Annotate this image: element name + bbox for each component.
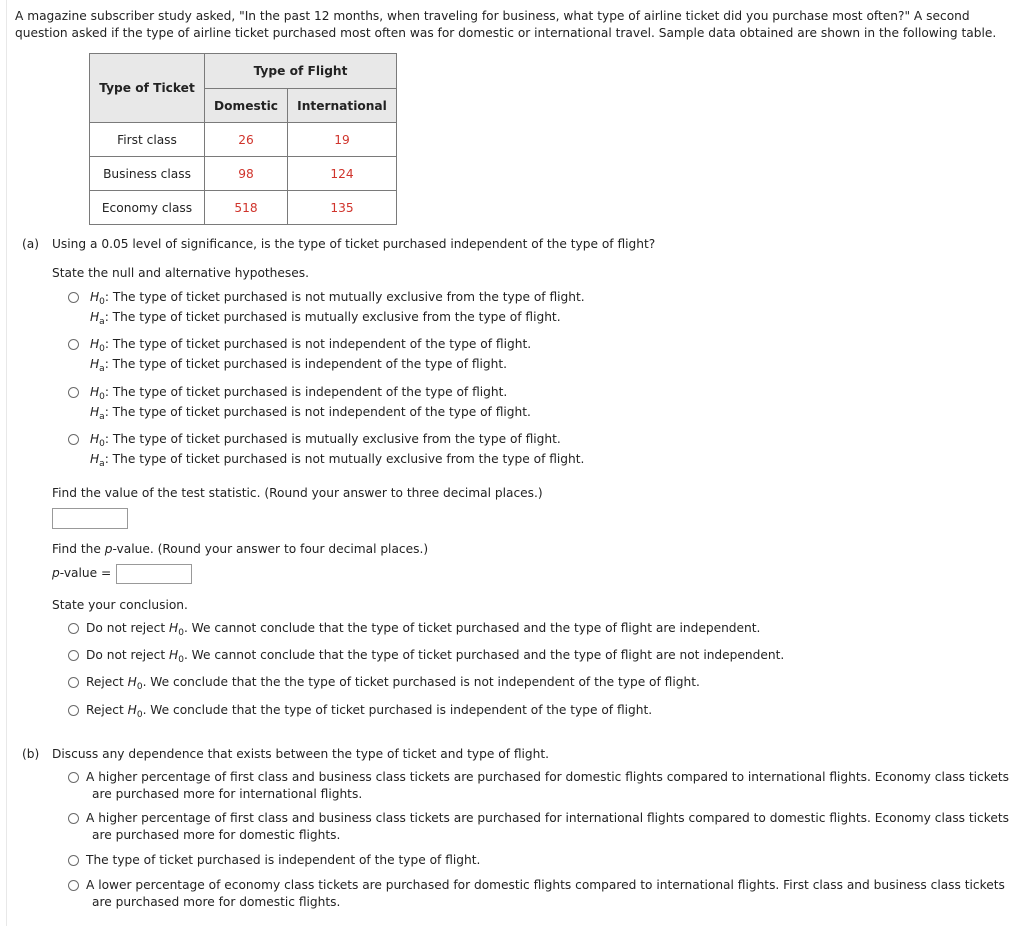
part-a-question: Using a 0.05 level of significance, is the type of ticket purchased independent of the type of flight? [52,237,656,251]
part-a-label: (a) [22,237,39,251]
col-header-domestic: Domestic [205,89,288,123]
dependence-option-cont: are purchased more for domestic flights. [92,895,341,909]
hypothesis-h0: $H_0$: The type of ticket purchased is mutually exclusive from the type of flight. [90,432,561,449]
col-group-header: Type of Flight [205,54,397,89]
pvalue-input[interactable] [116,564,192,584]
hypothesis-h0: $H_0$: The type of ticket purchased is independent of the type of flight. [90,385,508,402]
conclusion-option: Reject $H_0$. We conclude that the the type of ticket purchased is not independent of the type of flight. [86,675,700,692]
hypothesis-ha: $H_a$: The type of ticket purchased is not independent of the type of flight. [90,405,531,422]
dependence-option-cont: are purchased more for international flights. [92,787,363,801]
dependence-option-cont: are purchased more for domestic flights. [92,828,341,842]
hypothesis-radio-4[interactable] [68,434,79,445]
table-row [90,123,397,157]
row-label: Economy class [90,191,205,225]
dependence-option: The type of ticket purchased is independent of the type of flight. [86,853,481,867]
dependence-radio-4[interactable] [68,880,79,891]
data-table [89,53,397,225]
hypothesis-ha: $H_a$: The type of ticket purchased is not mutually exclusive from the type of flight. [90,452,585,469]
hypothesis-radio-1[interactable] [68,292,79,303]
row-label: First class [90,123,205,157]
cell-international: 135 [288,191,397,225]
hypotheses-prompt: State the null and alternative hypotheses. [52,266,309,280]
conclusion-option: Do not reject $H_0$. We cannot conclude that the type of ticket purchased and the type of flight are not independent. [86,648,785,665]
pvalue-prompt: Find the p-value. (Round your answer to four decimal places.) [52,542,429,556]
conclusion-option: Do not reject $H_0$. We cannot conclude that the type of ticket purchased and the type of flight are independent. [86,621,761,638]
table-row [90,191,397,225]
conclusion-option: Reject $H_0$. We conclude that the type of ticket purchased is independent of the type of flight. [86,703,653,720]
problem-intro: A magazine subscriber study asked, "In the past 12 months, when traveling for business, what type of airline ticket did you purchase most often?" A second question asked if the type of airline ticket purchased most often was for domestic or international travel. Sample data obtained are shown in the following table. [15,9,997,40]
part-b-label: (b) [22,747,40,761]
cell-international: 124 [288,157,397,191]
hypothesis-radio-2[interactable] [68,339,79,350]
row-header: Type of Ticket [90,54,205,123]
col-header-international: International [288,89,397,123]
dependence-option: A higher percentage of first class and business class tickets are purchased for international flights compared to domestic flights. Economy class tickets [86,811,1010,825]
conclusion-radio-2[interactable] [68,650,79,661]
hypothesis-h0: $H_0$: The type of ticket purchased is not mutually exclusive from the type of flight. [90,290,585,307]
hypothesis-h0: $H_0$: The type of ticket purchased is not independent of the type of flight. [90,337,532,354]
part-b-question: Discuss any dependence that exists between the type of ticket and type of flight. [52,747,549,761]
dependence-option: A higher percentage of first class and business class tickets are purchased for domestic flights compared to international flights. Economy class tickets [86,770,1010,784]
cell-domestic: 26 [205,123,288,157]
conclusion-radio-4[interactable] [68,705,79,716]
test-stat-prompt: Find the value of the test statistic. (Round your answer to three decimal places.) [52,486,543,500]
test-stat-input[interactable] [52,508,128,529]
hypothesis-radio-3[interactable] [68,387,79,398]
conclusion-radio-1[interactable] [68,623,79,634]
cell-domestic: 518 [205,191,288,225]
dependence-radio-1[interactable] [68,772,79,783]
dependence-option: A lower percentage of economy class tickets are purchased for domestic flights compared to international flights. First class and business class tickets [86,878,1005,892]
conclusion-radio-3[interactable] [68,677,79,688]
pvalue-label: p-value = [52,566,112,580]
hypothesis-ha: $H_a$: The type of ticket purchased is independent of the type of flight. [90,357,508,374]
row-label: Business class [90,157,205,191]
dependence-radio-3[interactable] [68,855,79,866]
hypothesis-ha: $H_a$: The type of ticket purchased is mutually exclusive from the type of flight. [90,310,561,327]
dependence-radio-2[interactable] [68,813,79,824]
conclusion-prompt: State your conclusion. [52,598,188,612]
cell-international: 19 [288,123,397,157]
cell-domestic: 98 [205,157,288,191]
table-row [90,157,397,191]
